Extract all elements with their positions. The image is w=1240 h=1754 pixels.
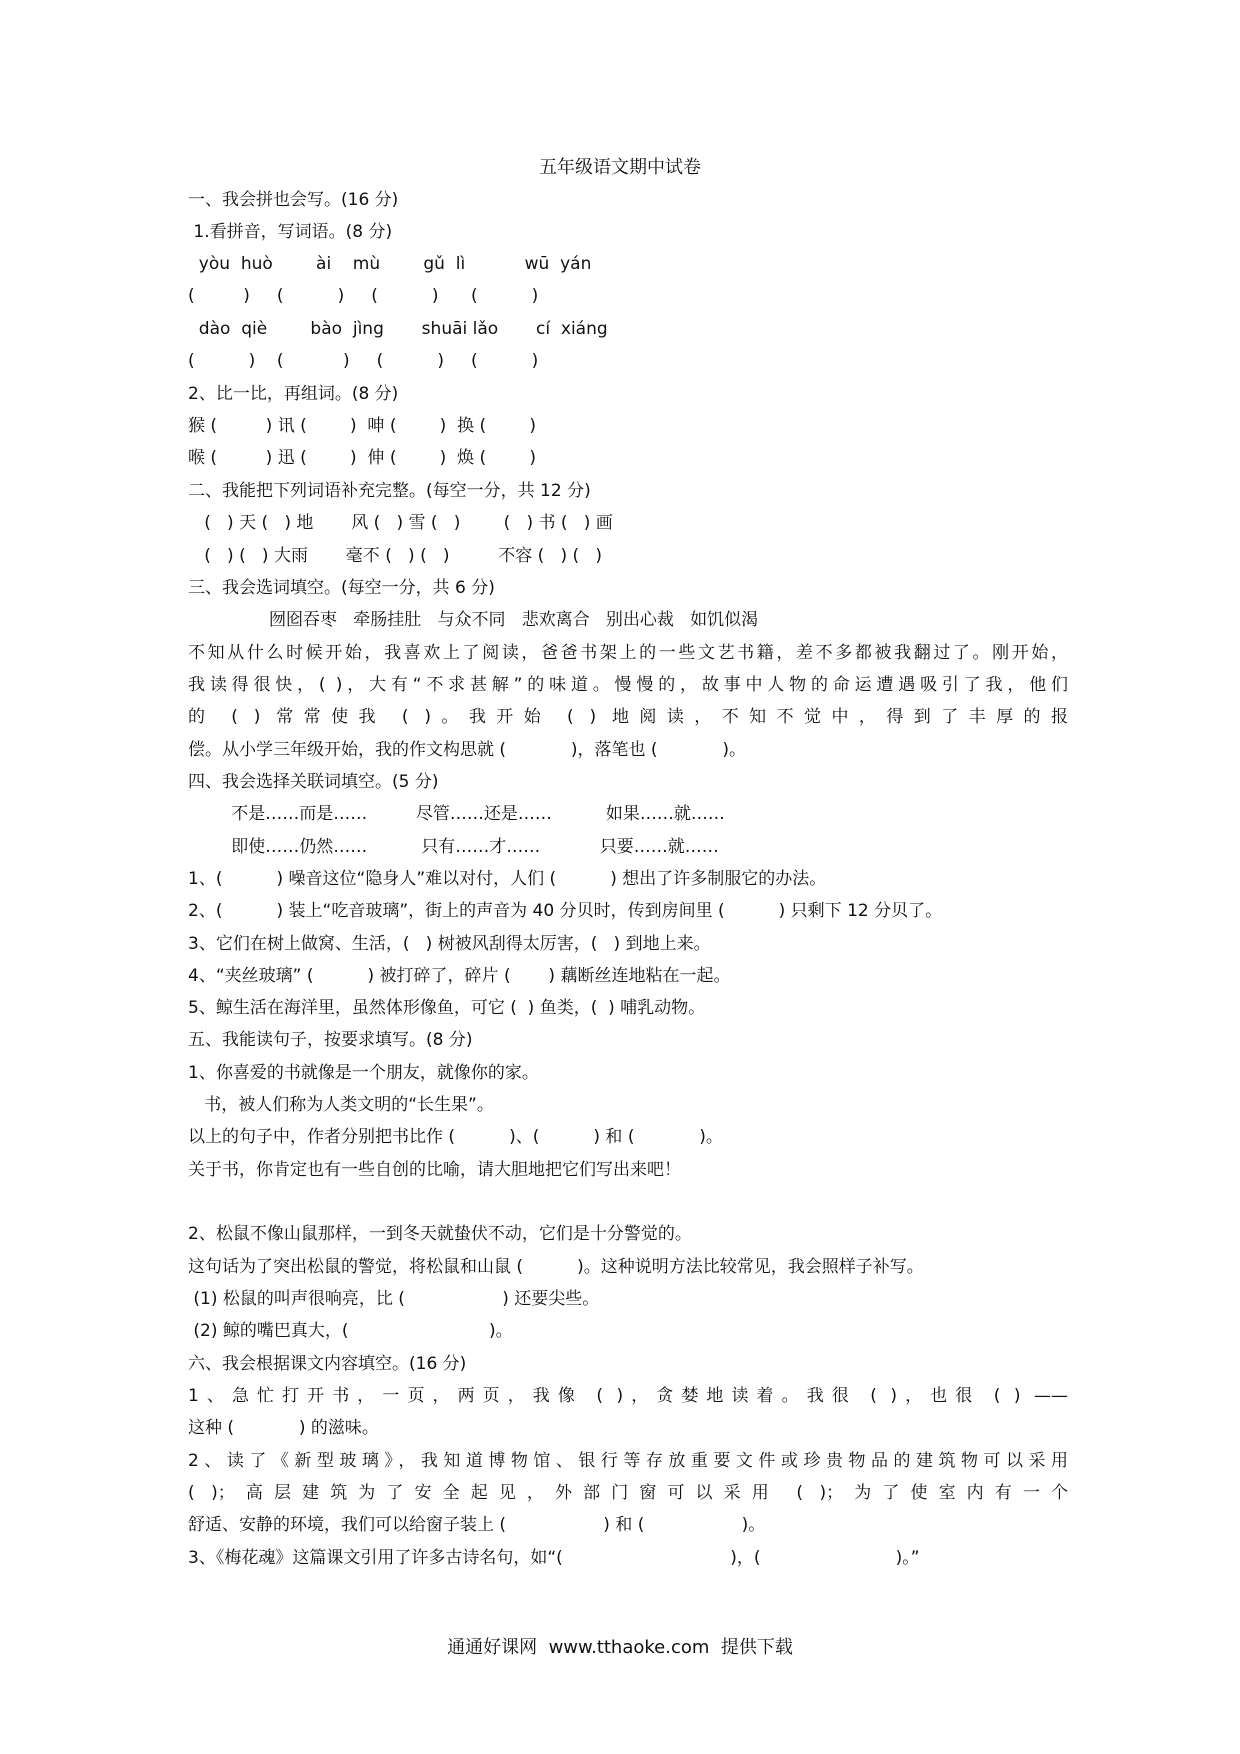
idiom-row-2: ( ) ( ) 大雨 毫不 ( ) ( ) 不容 ( ) ( )	[188, 546, 602, 566]
word-bank: 囫囵吞枣 牵肠挂肚 与众不同 悲欢离合 别出心裁 如饥似渴	[188, 610, 759, 630]
conjunction-question-1: 1、( ) 噪音这位“隐身人”难以对付，人们 ( ) 想出了许多制服它的办法。	[188, 869, 827, 889]
answer-blanks-row-2: ( ) ( ) ( ) ( )	[188, 351, 539, 371]
paragraph-line-3: 的 ( ) 常常使我 ( )。我开始 ( ) 地阅读，不知不觉中，得到了丰厚的报	[188, 707, 1068, 727]
section-1-heading: 一、我会拼也会写。(16 分)	[188, 190, 399, 210]
sentence-1-line-3: 以上的句子中，作者分别把书比作 ( )、( ) 和 ( )。	[188, 1127, 723, 1147]
recall-2-line-1: 2、读了《新型玻璃》，我知道博物馆、银行等存放重要文件或珍贵物品的建筑物可以采用	[188, 1451, 1068, 1471]
conjunction-question-3: 3、它们在树上做窝、生活，( ) 树被风刮得太厉害，( ) 到地上来。	[188, 934, 711, 954]
conjunction-options-row-2: 即使……仍然…… 只有……才…… 只要……就……	[188, 837, 719, 857]
paragraph-line-2: 我读得很快，( )，大有“不求甚解”的味道。慢慢的，故事中人物的命运遭遇吸引了我，他们	[188, 675, 1068, 695]
section-4-heading: 四、我会选择关联词填空。(5 分)	[188, 772, 439, 792]
sentence-2-line-1: 2、松鼠不像山鼠那样，一到冬天就蛰伏不动，它们是十分警觉的。	[188, 1224, 692, 1244]
section-6-heading: 六、我会根据课文内容填空。(16 分)	[188, 1354, 467, 1374]
recall-2-line-3: 舒适、安静的环境，我们可以给窗子装上 ( ) 和 ( )。	[188, 1515, 766, 1535]
footer-download-note: 通通好课网 www.tthaoke.com 提供下载	[447, 1637, 793, 1658]
sentence-1-line-2: 书，被人们称为人类文明的“长生果”。	[188, 1095, 494, 1115]
sentence-2-sub-1: (1) 松鼠的叫声很响亮，比 ( ) 还要尖些。	[188, 1289, 600, 1309]
recall-2-line-2: ( )；高层建筑为了安全起见，外部门窗可以采用 ( )；为了使室内有一个	[188, 1483, 1068, 1503]
pinyin-row-2: dào qiè bào jìng shuāi lǎo cí xiáng	[188, 319, 608, 339]
section-5-heading: 五、我能读句子，按要求填写。(8 分)	[188, 1030, 473, 1050]
answer-blanks-row-1: ( ) ( ) ( ) ( )	[188, 286, 539, 306]
sentence-2-line-2: 这句话为了突出松鼠的警觉，将松鼠和山鼠 ( )。这种说明方法比较常见，我会照样子补写。	[188, 1257, 924, 1277]
pinyin-row-1: yòu huò ài mù gǔ lì wū yán	[188, 254, 592, 274]
conjunction-question-2: 2、( ) 装上“吃音玻璃”，街上的声音为 40 分贝时，传到房间里 ( ) 只剩下 12 分贝了。	[188, 901, 943, 921]
sentence-1-line-4: 关于书，你肯定也有一些自创的比喻，请大胆地把它们写出来吧！	[188, 1160, 681, 1180]
recall-1-line-1: 1、急忙打开书，一页，两页，我像 ( )，贪婪地读着。我很 ( )，也很 ( ) ——	[188, 1386, 1068, 1406]
compare-row-1: 猴 ( ) 讯 ( ) 呻 ( ) 换 ( )	[188, 416, 537, 436]
conjunction-options-row-1: 不是……而是…… 尽管……还是…… 如果……就……	[188, 804, 725, 824]
sentence-1-line-1: 1、你喜爱的书就像是一个朋友，就像你的家。	[188, 1063, 539, 1083]
paragraph-line-1: 不知从什么时候开始，我喜欢上了阅读，爸爸书架上的一些文艺书籍，差不多都被我翻过了。刚开始，	[188, 643, 1068, 663]
recall-1-line-2: 这种 ( ) 的滋味。	[188, 1418, 379, 1438]
idiom-row-1: ( ) 天 ( ) 地 风 ( ) 雪 ( ) ( ) 书 ( ) 画	[188, 513, 613, 533]
section-3-heading: 三、我会选词填空。(每空一分，共 6 分)	[188, 578, 495, 598]
question-2-label: 2、比一比，再组词。(8 分)	[188, 384, 399, 404]
section-2-heading: 二、我能把下列词语补充完整。(每空一分，共 12 分)	[188, 481, 591, 501]
conjunction-question-4: 4、“夹丝玻璃” ( ) 被打碎了，碎片 ( ) 藕断丝连地粘在一起。	[188, 966, 731, 986]
compare-row-2: 喉 ( ) 迅 ( ) 伸 ( ) 焕 ( )	[188, 448, 537, 468]
paragraph-line-4: 偿。从小学三年级开始，我的作文构思就 ( )，落笔也 ( )。	[188, 740, 747, 760]
page-title: 五年级语文期中试卷	[539, 157, 701, 178]
conjunction-question-5: 5、鲸生活在海洋里，虽然体形像鱼，可它 ( ) 鱼类，( ) 哺乳动物。	[188, 998, 706, 1018]
question-1-label: 1.看拼音，写词语。(8 分)	[188, 222, 393, 242]
sentence-2-sub-2: (2) 鲸的嘴巴真大，( )。	[188, 1321, 513, 1341]
recall-3: 3、《梅花魂》这篇课文引用了许多古诗名句，如“( )，( )。”	[188, 1548, 920, 1568]
